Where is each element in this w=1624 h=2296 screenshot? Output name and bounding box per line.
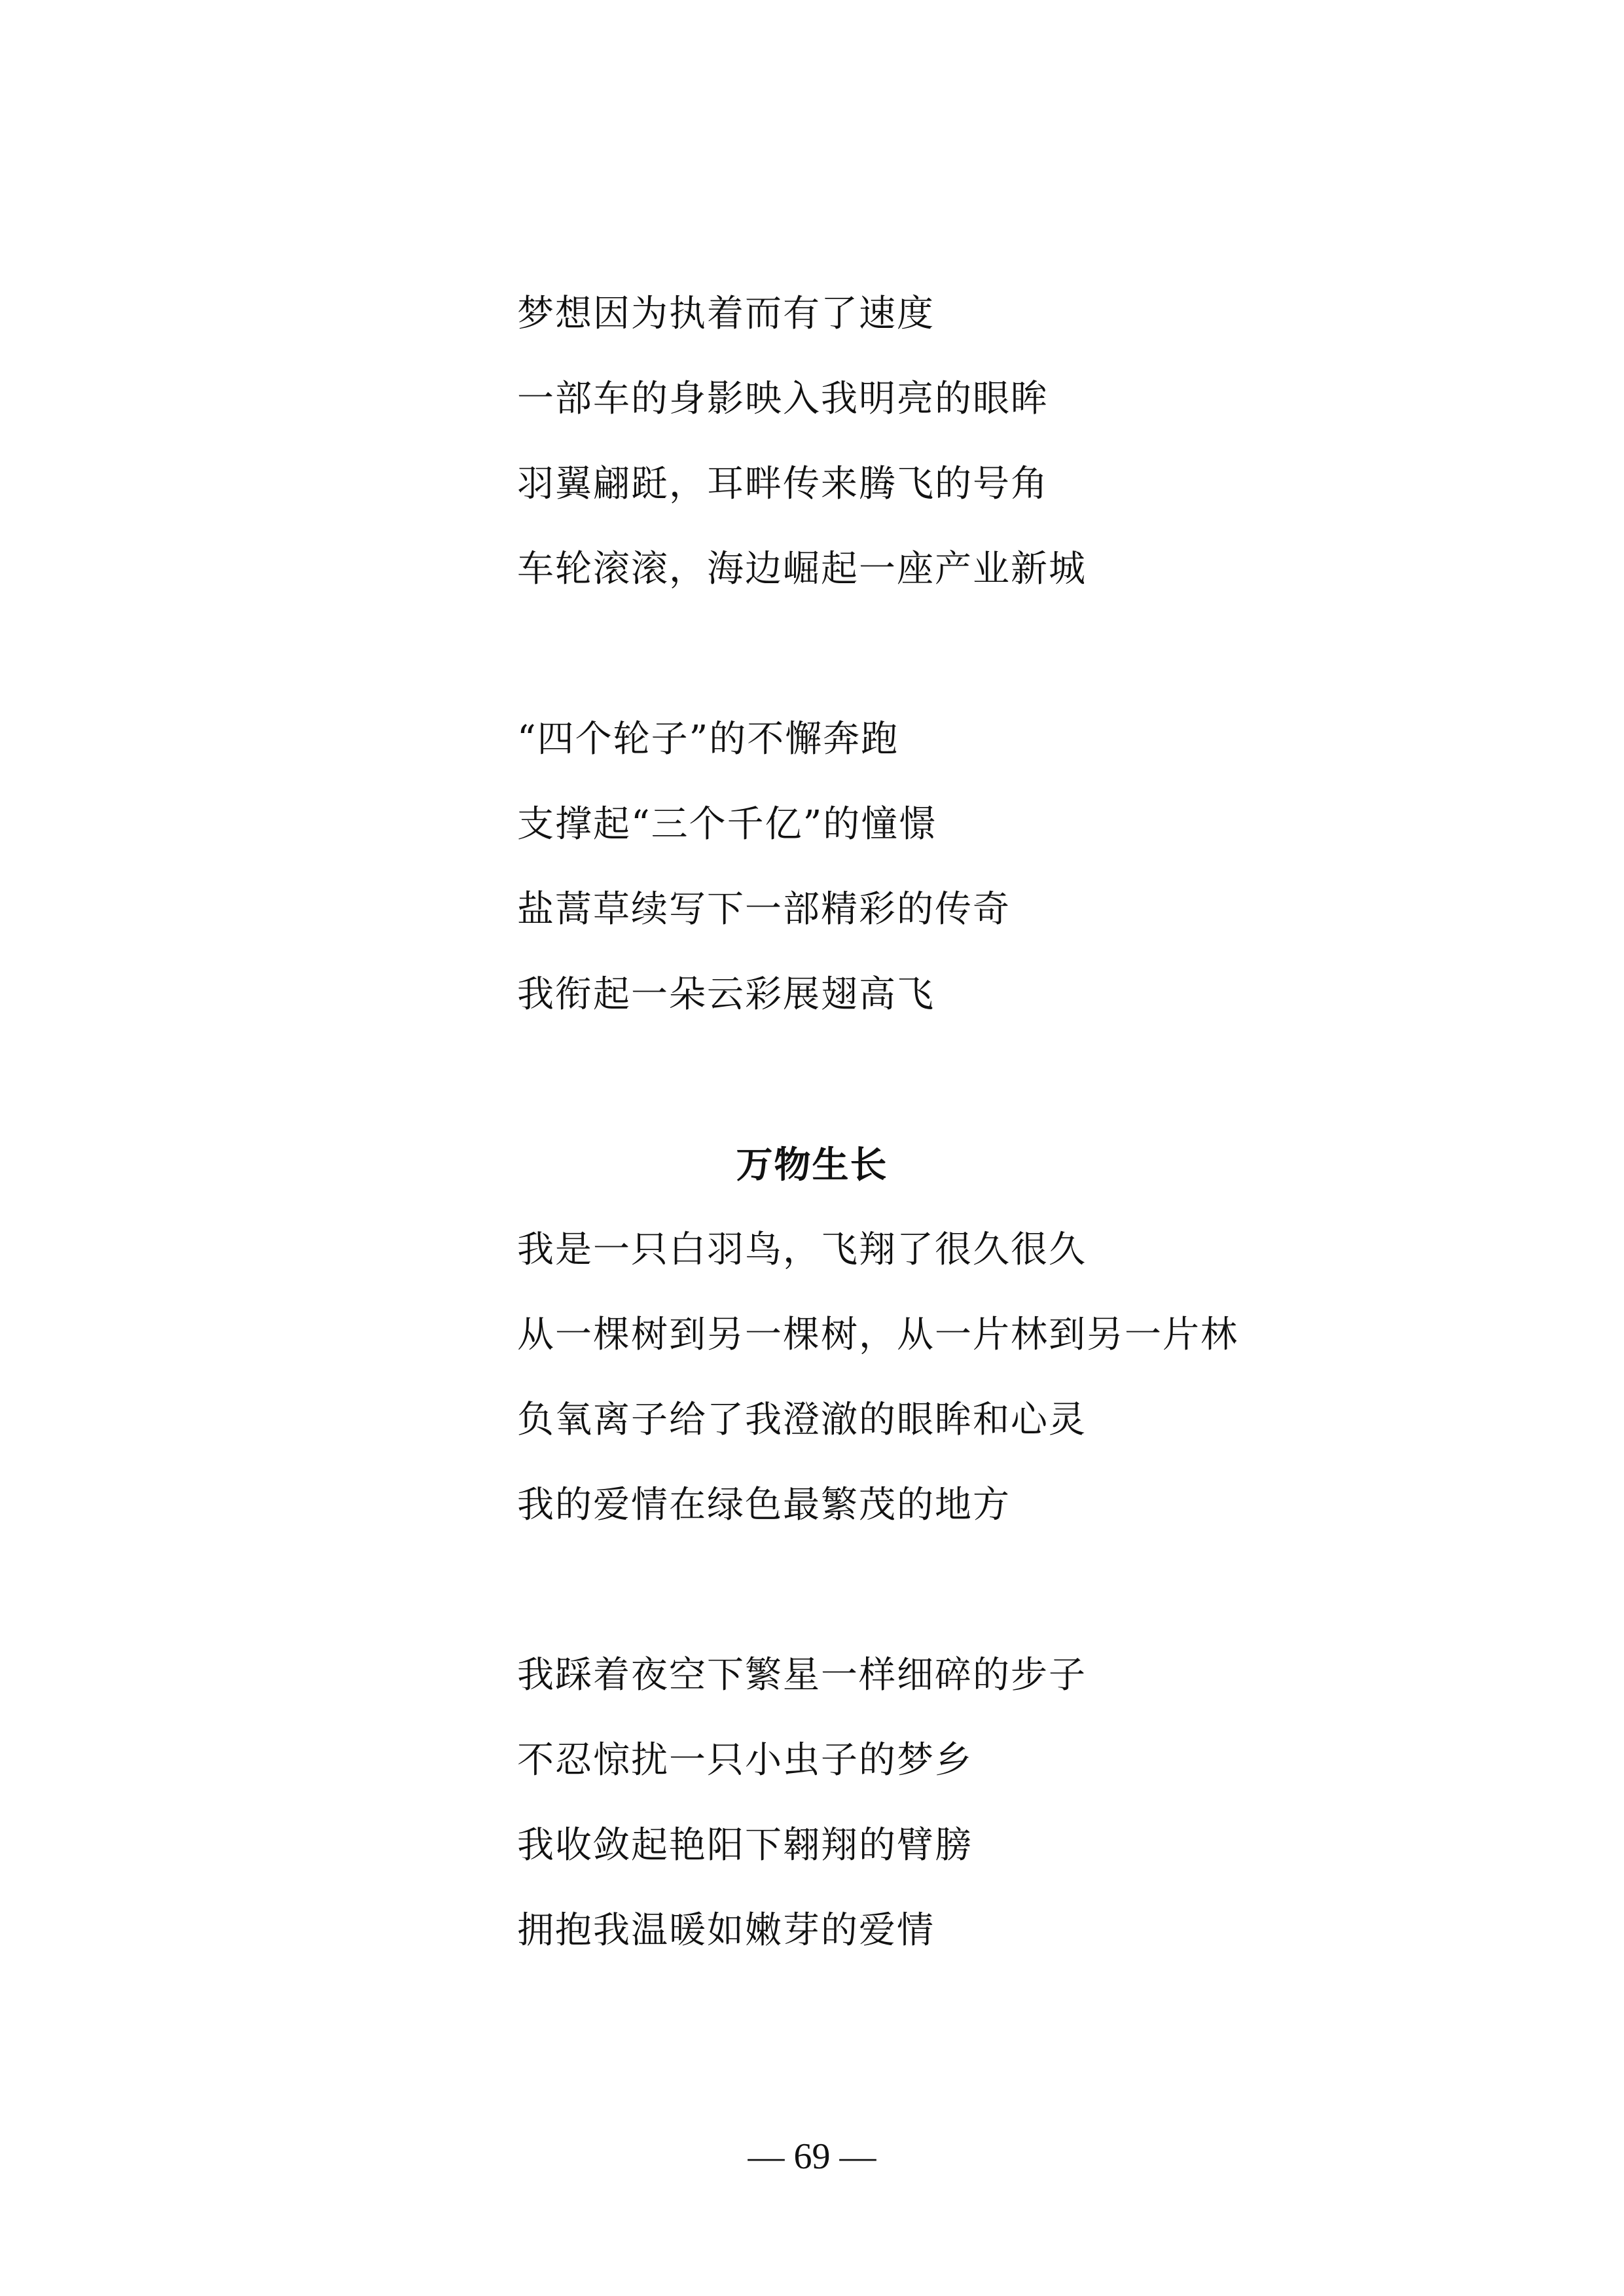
poem-line: 不忍惊扰一只小虫子的梦乡 [517, 1739, 973, 1782]
poem-line: 梦想因为执着而有了速度 [517, 293, 935, 335]
page-number: — 69 — [748, 2136, 876, 2177]
poem-line: 支撑起“三个千亿”的憧憬 [517, 803, 937, 846]
poem-line: 我踩着夜空下繁星一样细碎的步子 [517, 1654, 1087, 1696]
poem-line: 负氧离子给了我澄澈的眼眸和心灵 [517, 1399, 1087, 1441]
poem-line: 一部车的身影映入我明亮的眼眸 [517, 378, 1049, 420]
poem-line: 拥抱我温暖如嫩芽的爱情 [517, 1909, 935, 1952]
poem-line: 羽翼翩跹，耳畔传来腾飞的号角 [517, 463, 1049, 505]
poem-line: 我是一只白羽鸟，飞翔了很久很久 [517, 1229, 1087, 1271]
poem-line: 我的爱情在绿色最繁茂的地方 [517, 1484, 1011, 1526]
poem-line: 我收敛起艳阳下翱翔的臂膀 [517, 1824, 973, 1867]
poem-line: “四个轮子”的不懈奔跑 [517, 718, 899, 761]
poem-line: 我衔起一朵云彩展翅高飞 [517, 973, 935, 1016]
poem-line: 车轮滚滚，海边崛起一座产业新城 [517, 548, 1087, 590]
poem-line: 从一棵树到另一棵树，从一片林到另一片林 [517, 1314, 1238, 1356]
poem-line: 盐蒿草续写下一部精彩的传奇 [517, 888, 1011, 931]
poem-title: 万物生长 [736, 1143, 888, 1187]
